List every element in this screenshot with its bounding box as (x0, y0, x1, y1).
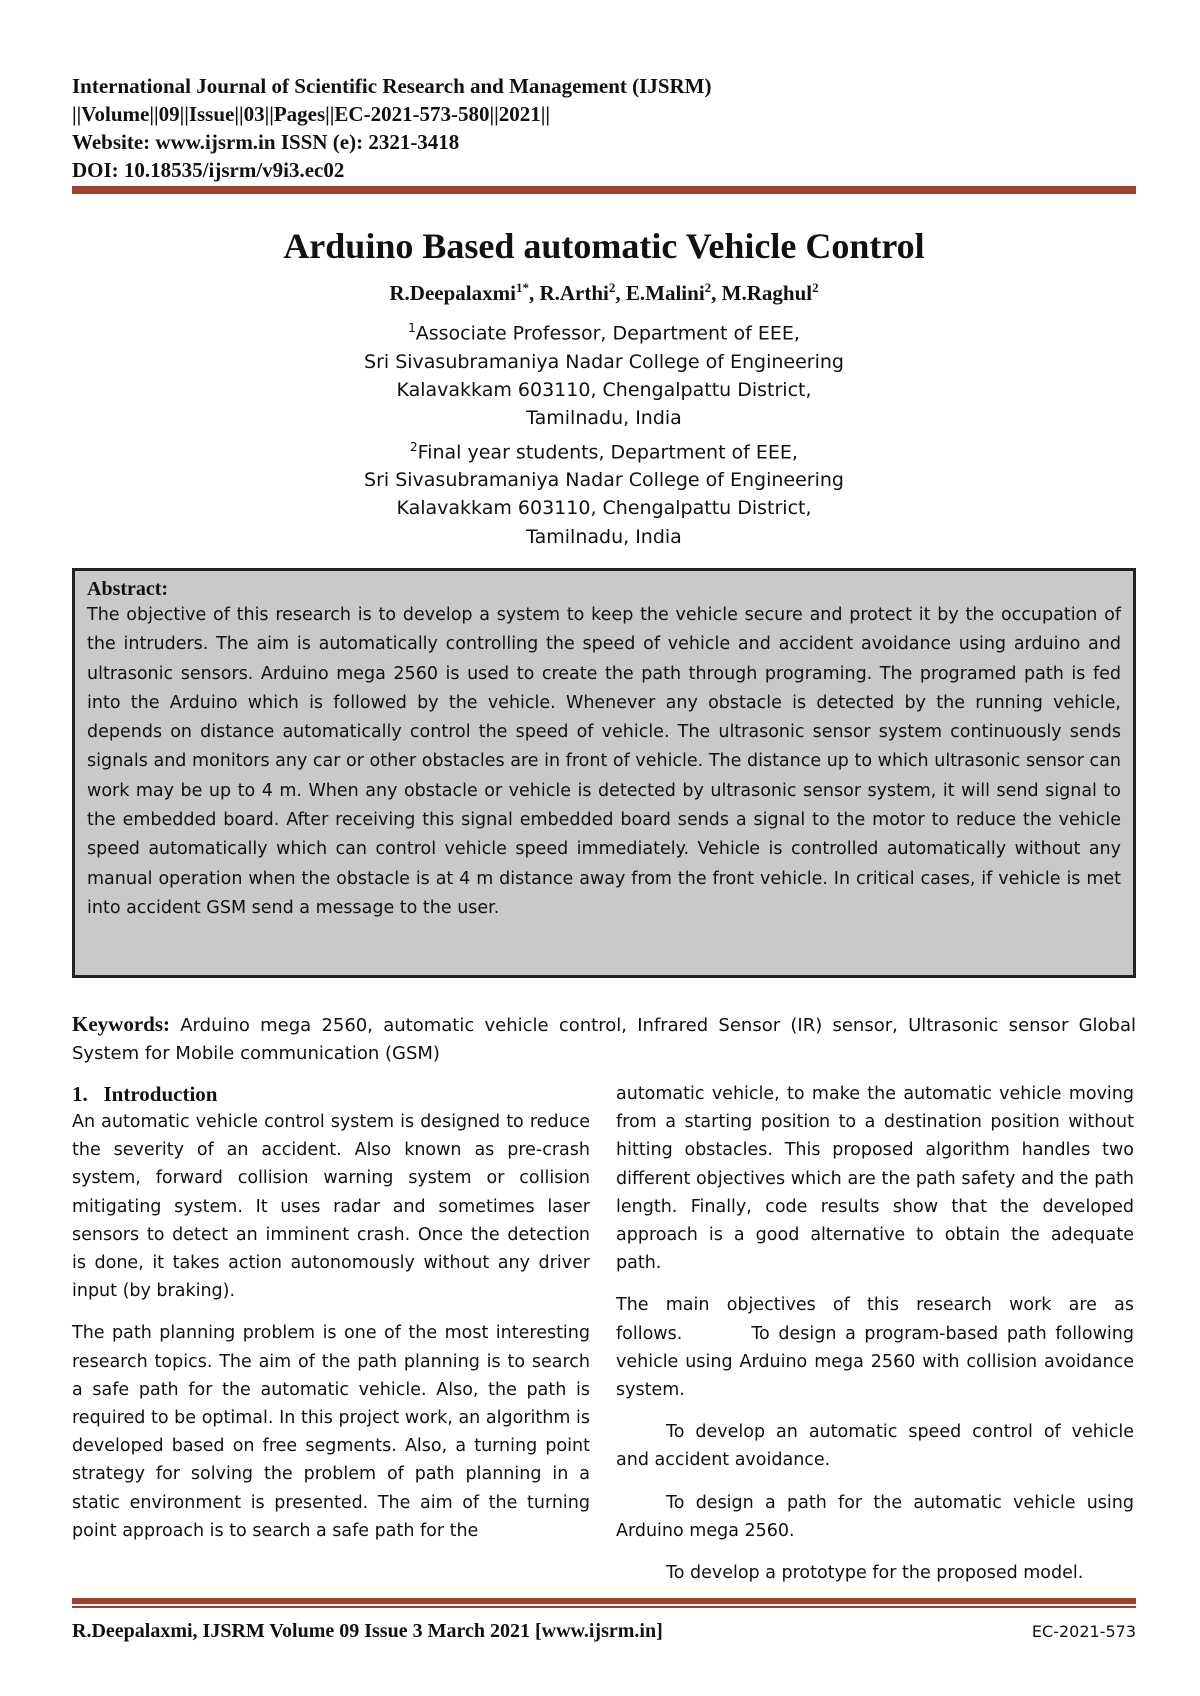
author-list (72, 280, 1136, 306)
affiliation-line (72, 433, 1136, 467)
journal-name: International Journal of Scientific Research and Management (IJSRM) (72, 74, 712, 98)
objective-item: To develop a prototype for the proposed model. (666, 1563, 1084, 1584)
objective-item: To develop an automatic speed control of vehicle and accident avoidance. (616, 1422, 1134, 1471)
doi-line: DOI: 10.18535/ijsrm/v9i3.ec02 (72, 158, 345, 182)
author-affil-marker: 1* (515, 280, 529, 295)
affiliation-line: Tamilnadu, India (526, 525, 682, 548)
footer-divider (72, 1598, 1136, 1604)
author-affil-marker: 2 (704, 280, 712, 295)
journal-header (72, 72, 1132, 184)
body-paragraph: An automatic vehicle control system is designed to reduce the severity of an accident. Also known as pre-crash system, forward collision warning system or collision mitigating system. It uses radar and sometimes laser sensors to detect an imminent crash. Once the detection is done, it takes action autonomously without any driver input (by braking). (72, 1112, 590, 1302)
author-name: R.Arthi (539, 281, 609, 305)
abstract-text: The objective of this research is to develop a system to keep the vehicle secure and protect it by the occupation of the intruders. The aim is automatically controlling the speed of vehicle and accident avoidance using arduino and ultrasonic sensors. Arduino mega 2560 is used to create the path through programing. The programed path is fed into the Arduino which is followed by the vehicle. Whenever any obstacle is detected by the running vehicle, depends on distance automatically control the speed of vehicle. The ultrasonic sensor system continuously sends signals and monitors any car or other obstacles are in front of vehicle. The distance up to which ultrasonic sensor can work may be up to 4 m. When any obstacle or vehicle is detected by ultrasonic sensor system, it will send signal to the embedded board. After receiving this signal embedded board sends a signal to the motor to reduce the vehicle speed automatically which can control vehicle speed immediately. Vehicle is controlled automatically without any manual operation when the obstacle is at 4 m distance away from the front vehicle. In critical cases, if vehicle is met into accident GSM send a message to the user. (87, 605, 1121, 918)
objective-item: To design a path for the automatic vehicle using Arduino mega 2560. (616, 1492, 1134, 1541)
paper-title: Arduino Based automatic Vehicle Control (283, 226, 925, 266)
footer-divider-thin (72, 1606, 1136, 1608)
right-column (616, 1080, 1134, 1601)
affiliation-line: Kalavakkam 603110, Chengalpattu District, (396, 497, 812, 520)
left-column (72, 1080, 590, 1559)
affiliation-line (72, 314, 1136, 348)
page-number: EC-2021-573 (1031, 1622, 1136, 1641)
affiliation-line: Sri Sivasubramaniya Nadar College of Engineering (364, 350, 844, 373)
volume-line: ||Volume||09||Issue||03||Pages||EC-2021-573-580||2021|| (72, 102, 551, 126)
keywords-label: Keywords: (72, 1012, 170, 1036)
affiliation-marker: 2 (410, 439, 418, 454)
keywords (72, 1010, 1136, 1068)
section-heading: 1. Introduction (72, 1082, 218, 1106)
author-name: E.Malini (625, 281, 705, 305)
body-paragraph: automatic vehicle, to make the automatic vehicle moving from a starting position to a destination position without hitting obstacles. This proposed algorithm handles two different objectives which are the path safety and the path length. Finally, code results show that the developed approach is a good alternative to obtain the adequate path. (616, 1084, 1134, 1274)
affiliations (72, 314, 1136, 551)
author-name: M.Raghul (721, 281, 813, 305)
website-line: Website: www.ijsrm.in ISSN (e): 2321-3418 (72, 130, 460, 154)
body-paragraph: The main objectives of this research work are as follows. To design a program-based path following vehicle using Arduino mega 2560 with collision avoidance system. (616, 1295, 1134, 1401)
affiliation-line: Sri Sivasubramaniya Nadar College of Engineering (364, 469, 844, 492)
author-name: R.Deepalaxmi (389, 281, 516, 305)
affiliation-line: Kalavakkam 603110, Chengalpattu District, (396, 378, 812, 401)
author-affil-marker: 2 (812, 280, 819, 295)
abstract-box (72, 568, 1136, 978)
affiliation-marker: 1 (408, 321, 416, 335)
author-affil-marker: 2 (608, 280, 616, 295)
author-separator: , (528, 281, 540, 305)
affiliation-line: Tamilnadu, India (526, 407, 682, 430)
author-separator: , (615, 281, 626, 305)
affiliation-text: Final year students, Department of EEE, (417, 440, 798, 463)
author-separator: , (711, 281, 722, 305)
header-divider (72, 186, 1136, 194)
affiliation-text: Associate Professor, Department of EEE, (415, 322, 800, 345)
footer-citation: R.Deepalaxmi, IJSRM Volume 09 Issue 3 March 2021 [www.ijsrm.in] (72, 1620, 663, 1642)
keywords-text: Arduino mega 2560, automatic vehicle control, Infrared Sensor (IR) sensor, Ultrasonic sensor Global System for Mobile communication (GSM) (72, 1015, 1136, 1064)
abstract-heading: Abstract: (87, 578, 169, 600)
body-paragraph: The path planning problem is one of the most interesting research topics. The aim of the path planning is to search a safe path for the automatic vehicle. Also, the path is required to be optimal. In this project work, an algorithm is developed based on free segments. Also, a turning point strategy for solving the problem of path planning in a static environment is presented. The aim of the turning point approach is to search a safe path for the (72, 1323, 590, 1541)
